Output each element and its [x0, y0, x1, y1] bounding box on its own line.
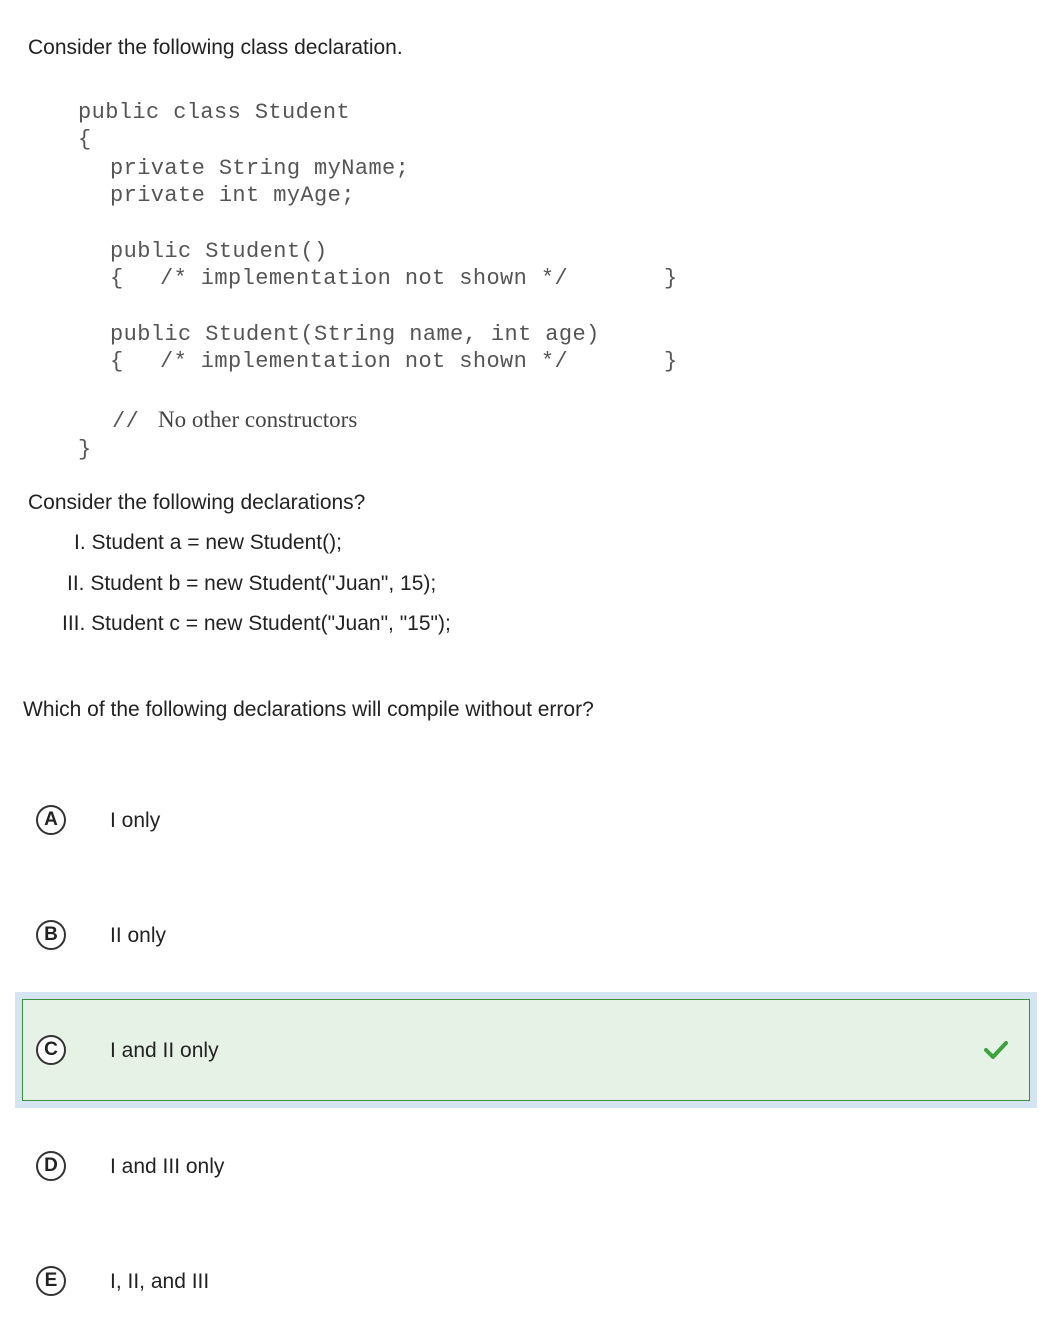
choice-text: I only: [110, 809, 161, 832]
declarations-intro: Consider the following declarations?: [28, 491, 366, 514]
question-prompt: Which of the following declarations will compile without error?: [23, 698, 594, 721]
answer-choice-c[interactable]: [22, 999, 1030, 1101]
answer-choice-b[interactable]: [22, 885, 1030, 985]
declaration-item: III. Student c = new Student("Juan", "15");: [62, 612, 451, 635]
code-line: public Student(String name, int age): [110, 322, 600, 347]
code-line: {: [78, 127, 92, 152]
choice-text: I and II only: [110, 1039, 219, 1062]
declaration-item: I. Student a = new Student();: [74, 531, 342, 554]
choice-letter-badge: C: [36, 1035, 66, 1065]
code-line: private int myAge;: [110, 183, 355, 208]
code-line: }: [664, 266, 678, 291]
answer-choice-a[interactable]: [22, 770, 1030, 870]
declaration-item: II. Student b = new Student("Juan", 15);: [67, 572, 437, 595]
question-intro: Consider the following class declaration.: [28, 36, 403, 59]
code-line: public Student(): [110, 239, 328, 264]
choice-text: II only: [110, 924, 167, 947]
code-comment: No other constructors: [158, 407, 358, 432]
code-comment: /* implementation not shown */: [160, 266, 569, 291]
check-icon: [983, 1037, 1009, 1063]
choice-letter-badge: B: [36, 920, 66, 950]
code-line: {: [110, 266, 124, 291]
code-line: public class Student: [78, 100, 351, 125]
code-comment: /* implementation not shown */: [160, 349, 569, 374]
answer-choice-e[interactable]: [22, 1231, 1030, 1331]
code-comment-slashes: //: [112, 409, 140, 434]
choice-letter-badge: A: [36, 805, 66, 835]
choice-letter-badge: D: [36, 1151, 66, 1181]
code-line: }: [664, 349, 678, 374]
choice-text: I and III only: [110, 1155, 225, 1178]
code-line: private String myName;: [110, 156, 410, 181]
choice-letter-badge: E: [36, 1266, 66, 1296]
code-line: {: [110, 349, 124, 374]
choice-text: I, II, and III: [110, 1270, 210, 1293]
answer-choice-d[interactable]: [22, 1116, 1030, 1216]
code-line: }: [78, 437, 92, 462]
